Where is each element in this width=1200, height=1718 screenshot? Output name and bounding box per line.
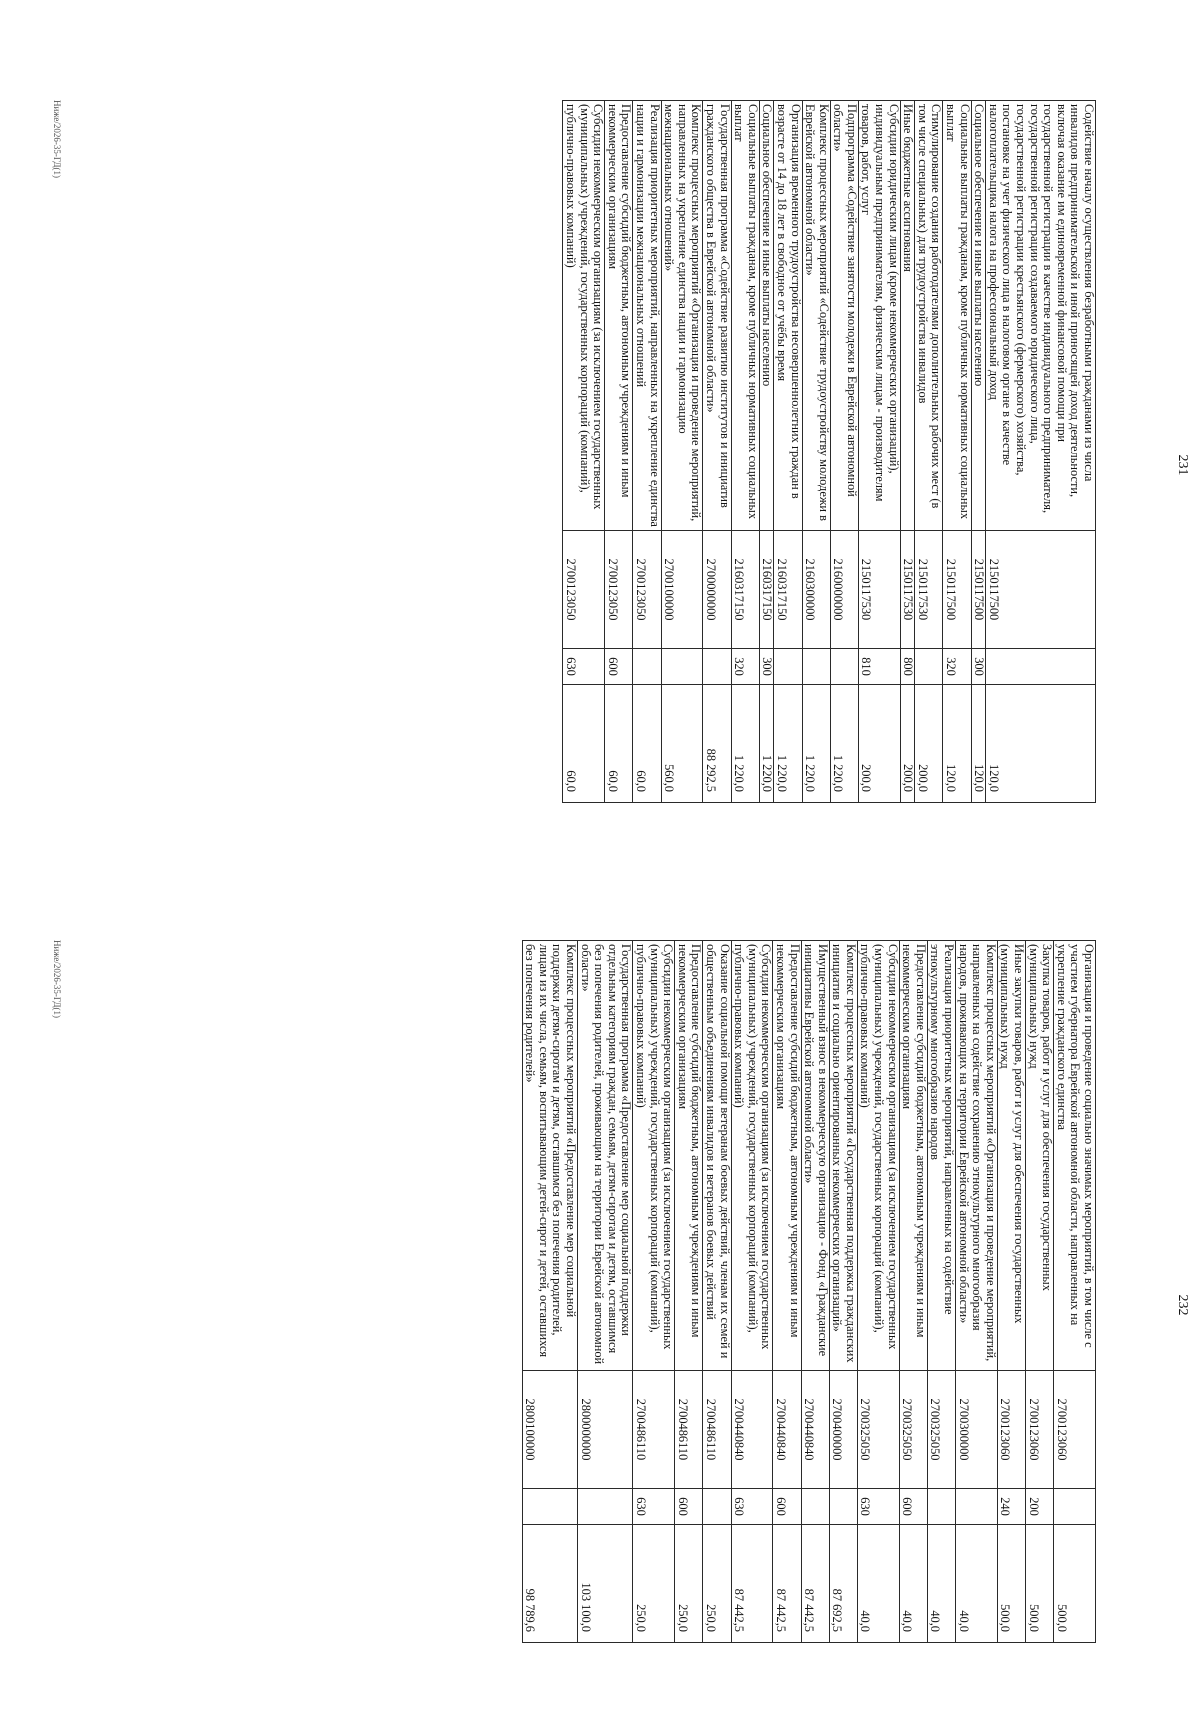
row-amount: 1 220,0 bbox=[759, 685, 774, 803]
row-code: 2150117530 bbox=[858, 531, 900, 649]
row-name: Субсидии юридическим лицам (кроме некоммерческих организаций), индивидуальным предпринимателям, физическим лицам - производителям товаров, работ, услуг bbox=[858, 101, 900, 531]
row-code: 2700486110 bbox=[633, 1371, 675, 1489]
table-row bbox=[774, 101, 802, 803]
row-amount: 40,0 bbox=[927, 1525, 955, 1643]
table-row bbox=[661, 101, 703, 803]
table-row bbox=[900, 101, 915, 803]
row-name: Организация временного трудоустройства несовершеннолетних граждан в возрасте от 14 до 18 лет в свободное от учёбы время bbox=[774, 101, 802, 531]
table-row bbox=[773, 941, 801, 1643]
row-amount: 500,0 bbox=[1026, 1525, 1054, 1643]
row-kvr: 300 bbox=[971, 649, 986, 685]
row-amount: 200,0 bbox=[915, 685, 943, 803]
budget-table-left bbox=[562, 100, 1096, 803]
row-amount: 120,0 bbox=[971, 685, 986, 803]
row-code: 2700325050 bbox=[927, 1371, 955, 1489]
row-name: Социальное обеспечение и иные выплаты населению bbox=[971, 101, 986, 531]
row-name: Комплекс процессных мероприятий «Организация и проведение мероприятий, направленных на содействие сохранению этнокультурного многообразия народов, проживающих на территории Еврейской автономной области» bbox=[956, 941, 998, 1371]
row-code: 2700123060 bbox=[997, 1371, 1025, 1489]
row-kvr: 600 bbox=[773, 1489, 801, 1525]
table-row bbox=[1054, 941, 1096, 1643]
row-code: 2700440840 bbox=[731, 1371, 773, 1489]
row-amount: 87 442,5 bbox=[773, 1525, 801, 1643]
row-code: 2150117530 bbox=[915, 531, 943, 649]
table-row bbox=[956, 941, 998, 1643]
row-code: 2700123050 bbox=[605, 531, 633, 649]
row-code: 2800000000 bbox=[578, 1371, 633, 1489]
row-amount: 40,0 bbox=[857, 1525, 899, 1643]
row-amount: 87 442,5 bbox=[731, 1525, 773, 1643]
table-row bbox=[830, 101, 858, 803]
row-name: Подпрограмма «Содействие занятости молодежи в Еврейской автономной области» bbox=[830, 101, 858, 531]
row-name: Предоставление субсидий бюджетным, автономным учреждениям и иным некоммерческим организациям bbox=[899, 941, 927, 1371]
table-row bbox=[858, 101, 900, 803]
row-amount: 60,0 bbox=[605, 685, 633, 803]
table-row bbox=[703, 101, 731, 803]
row-amount: 560,0 bbox=[661, 685, 703, 803]
row-code: 2700123050 bbox=[563, 531, 605, 649]
row-amount: 88 292,5 bbox=[703, 685, 731, 803]
row-amount: 250,0 bbox=[675, 1525, 703, 1643]
row-kvr bbox=[633, 649, 661, 685]
row-code: 2700486110 bbox=[703, 1371, 731, 1489]
row-code: 2700000000 bbox=[703, 531, 731, 649]
row-kvr: 810 bbox=[858, 649, 900, 685]
row-amount: 60,0 bbox=[633, 685, 661, 803]
row-kvr bbox=[915, 649, 943, 685]
row-kvr bbox=[829, 1489, 857, 1525]
row-kvr: 630 bbox=[857, 1489, 899, 1525]
row-name: Предоставление субсидий бюджетным, автономным учреждениям и иным некоммерческим организациям bbox=[675, 941, 703, 1371]
row-code: 2160317150 bbox=[759, 531, 774, 649]
row-name: Государственная программа «Предоставление мер социальной поддержки отдельным категориям граждан, семьям, детям-сиротам и детям, оставшимся без попечения родителей, проживающим на территории Еврейской автономной области» bbox=[578, 941, 633, 1371]
row-amount: 103 100,0 bbox=[578, 1525, 633, 1643]
row-kvr: 800 bbox=[900, 649, 915, 685]
table-row bbox=[801, 941, 829, 1643]
table-row bbox=[899, 941, 927, 1643]
table-row bbox=[703, 941, 731, 1643]
row-amount: 1 220,0 bbox=[774, 685, 802, 803]
row-kvr: 630 bbox=[731, 1489, 773, 1525]
row-code: 2700486110 bbox=[675, 1371, 703, 1489]
table-row bbox=[986, 101, 1096, 803]
table-row bbox=[927, 941, 955, 1643]
row-name: Организация и проведение социально значимых мероприятий, в том числе с участием губернатора Еврейской автономной области, направленных на укрепление гражданского единства bbox=[1054, 941, 1096, 1371]
table-row bbox=[731, 941, 773, 1643]
row-name: Предоставление субсидий бюджетным, автономным учреждениям и иным некоммерческим организациям bbox=[773, 941, 801, 1371]
row-name: Реализация приоритетных мероприятий, направленных на укрепление единства нации и гармонизации межнациональных отношений bbox=[633, 101, 661, 531]
row-kvr bbox=[661, 649, 703, 685]
row-kvr: 300 bbox=[759, 649, 774, 685]
table-row bbox=[1026, 941, 1054, 1643]
row-name: Социальные выплаты гражданам, кроме публичных нормативных социальных выплат bbox=[943, 101, 971, 531]
footer-code: Ниже/2026-35-ГД(1) bbox=[52, 100, 62, 178]
row-kvr: 240 bbox=[997, 1489, 1025, 1525]
left-page bbox=[0, 100, 1200, 830]
row-code: 2700300000 bbox=[956, 1371, 998, 1489]
row-kvr bbox=[703, 1489, 731, 1525]
row-code: 2700400000 bbox=[829, 1371, 857, 1489]
row-amount: 120,0 bbox=[986, 685, 1096, 803]
row-code: 2700123060 bbox=[1054, 1371, 1096, 1489]
right-page bbox=[0, 940, 1200, 1670]
row-name: Иные бюджетные ассигнования bbox=[900, 101, 915, 531]
row-kvr: 630 bbox=[633, 1489, 675, 1525]
budget-table-right bbox=[522, 940, 1096, 1643]
row-name: Закупка товаров, работ и услуг для обеспечения государственных (муниципальных) нужд bbox=[1026, 941, 1054, 1371]
row-code: 2160000000 bbox=[830, 531, 858, 649]
table-row bbox=[578, 941, 633, 1643]
row-kvr bbox=[927, 1489, 955, 1525]
row-name: Комплекс процессных мероприятий «Содействие трудоустройству молодежи в Еврейской автономной области» bbox=[802, 101, 830, 531]
row-kvr bbox=[1054, 1489, 1096, 1525]
row-kvr bbox=[830, 649, 858, 685]
table-row bbox=[563, 101, 605, 803]
table-row bbox=[731, 101, 759, 803]
row-code: 2700440840 bbox=[801, 1371, 829, 1489]
row-amount: 250,0 bbox=[703, 1525, 731, 1643]
row-name: Комплекс процессных мероприятий «Предоставление мер социальной поддержки детям-сиротам и детям, оставшимся без попечения родителей, лицам из их числа, семьям, воспитывающим детей-сирот и детей, оставшихся без попечения родителей» bbox=[522, 941, 577, 1371]
row-kvr: 600 bbox=[675, 1489, 703, 1525]
row-kvr: 320 bbox=[731, 649, 759, 685]
row-name: Имущественный взнос в некоммерческую организацию - Фонд «Гражданские инициативы Еврейской автономной области» bbox=[801, 941, 829, 1371]
row-code: 2700440840 bbox=[773, 1371, 801, 1489]
table-row bbox=[605, 101, 633, 803]
row-name: Предоставление субсидий бюджетным, автономным учреждениям и иным некоммерческим организациям bbox=[605, 101, 633, 531]
row-kvr: 630 bbox=[563, 649, 605, 685]
row-amount: 87 692,5 bbox=[829, 1525, 857, 1643]
row-kvr bbox=[801, 1489, 829, 1525]
row-code: 2700123050 bbox=[633, 531, 661, 649]
row-name: Реализация приоритетных мероприятий, направленных на содействие этнокультурному многообразию народов bbox=[927, 941, 955, 1371]
row-name: Социальные выплаты гражданам, кроме публичных нормативных социальных выплат bbox=[731, 101, 759, 531]
table-row bbox=[759, 101, 774, 803]
table-row bbox=[522, 941, 577, 1643]
row-amount: 60,0 bbox=[563, 685, 605, 803]
page-number: 232 bbox=[1175, 1294, 1190, 1316]
row-code: 2800100000 bbox=[522, 1371, 577, 1489]
row-kvr: 320 bbox=[943, 649, 971, 685]
table-row bbox=[915, 101, 943, 803]
table-row bbox=[829, 941, 857, 1643]
row-amount: 500,0 bbox=[1054, 1525, 1096, 1643]
row-code: 2160300000 bbox=[802, 531, 830, 649]
row-name: Комплекс процессных мероприятий «Организация и проведение мероприятий, направленных на укрепление единства нации и гармонизацию межнациональных отношений» bbox=[661, 101, 703, 531]
row-name: Оказание социальной помощи ветеранам боевых действий, членам их семей и общественным объединениям инвалидов и ветеранов боевых действий bbox=[703, 941, 731, 1371]
row-kvr: 600 bbox=[605, 649, 633, 685]
table-row bbox=[802, 101, 830, 803]
row-kvr: 200 bbox=[1026, 1489, 1054, 1525]
row-code: 2160317150 bbox=[731, 531, 759, 649]
row-kvr bbox=[522, 1489, 577, 1525]
page-number: 231 bbox=[1175, 454, 1190, 476]
row-amount: 87 442,5 bbox=[801, 1525, 829, 1643]
row-code: 2700325050 bbox=[899, 1371, 927, 1489]
table-row bbox=[857, 941, 899, 1643]
row-kvr bbox=[578, 1489, 633, 1525]
row-amount: 1 220,0 bbox=[731, 685, 759, 803]
row-kvr bbox=[774, 649, 802, 685]
row-name: Государственная программа «Содействие развитию институтов и инициатив гражданского общества в Еврейской автономной области» bbox=[703, 101, 731, 531]
row-code: 2150117500 bbox=[986, 531, 1096, 649]
row-code: 2700325050 bbox=[857, 1371, 899, 1489]
row-code: 2150117500 bbox=[971, 531, 986, 649]
table-row bbox=[943, 101, 971, 803]
row-name: Субсидии некоммерческим организациям (за исключением государственных (муниципальных) учреждений, государственных корпораций (компаний), публично-правовых компаний) bbox=[633, 941, 675, 1371]
row-name: Социальное обеспечение и иные выплаты населению bbox=[759, 101, 774, 531]
row-name: Иные закупки товаров, работ и услуг для обеспечения государственных (муниципальных) нужд bbox=[997, 941, 1025, 1371]
row-kvr bbox=[956, 1489, 998, 1525]
row-amount: 40,0 bbox=[899, 1525, 927, 1643]
row-name: Субсидии некоммерческим организациям (за исключением государственных (муниципальных) учреждений, государственных корпораций (компаний), публично-правовых компаний) bbox=[857, 941, 899, 1371]
row-amount: 500,0 bbox=[997, 1525, 1025, 1643]
row-amount: 200,0 bbox=[900, 685, 915, 803]
row-amount: 1 220,0 bbox=[802, 685, 830, 803]
row-kvr: 600 bbox=[899, 1489, 927, 1525]
table-row bbox=[675, 941, 703, 1643]
row-name: Субсидии некоммерческим организациям (за исключением государственных (муниципальных) учреждений, государственных корпораций (компаний), публично-правовых компаний) bbox=[731, 941, 773, 1371]
row-name: Комплекс процессных мероприятий «Государственная поддержка гражданских инициатив и социально ориентированных некоммерческих организаций» bbox=[829, 941, 857, 1371]
row-name: Субсидии некоммерческим организациям (за исключением государственных (муниципальных) учреждений, государственных корпораций (компаний), публично-правовых компаний) bbox=[563, 101, 605, 531]
table-row bbox=[971, 101, 986, 803]
row-kvr bbox=[703, 649, 731, 685]
row-amount: 200,0 bbox=[858, 685, 900, 803]
table-row bbox=[633, 941, 675, 1643]
row-kvr bbox=[986, 649, 1096, 685]
row-code: 2700123060 bbox=[1026, 1371, 1054, 1489]
row-code: 2150117500 bbox=[943, 531, 971, 649]
row-name: Содействие началу осуществления безработными гражданами из числа инвалидов предпринимательской и иной приносящей доход деятельности, включая оказание им единовременной финансовой помощи при государственной регистрации в качестве индивидуального предпринимателя, государственной регистрации создаваемого юридического лица, государственной регистрации крестьянского (фермерского) хозяйства, постановке на учет физического лица в налоговом органе в качестве налогоплательщика налога на профессиональный доход bbox=[986, 101, 1096, 531]
row-amount: 250,0 bbox=[633, 1525, 675, 1643]
row-code: 2160317150 bbox=[774, 531, 802, 649]
footer-code: Ниже/2026-35-ГД(1) bbox=[52, 940, 62, 1018]
row-name: Стимулирование создания работодателями дополнительных рабочих мест (в том числе специальных) для трудоустройства инвалидов bbox=[915, 101, 943, 531]
row-code: 2700100000 bbox=[661, 531, 703, 649]
row-amount: 120,0 bbox=[943, 685, 971, 803]
row-amount: 1 220,0 bbox=[830, 685, 858, 803]
table-row bbox=[997, 941, 1025, 1643]
row-kvr bbox=[802, 649, 830, 685]
table-row bbox=[633, 101, 661, 803]
row-amount: 98 789,6 bbox=[522, 1525, 577, 1643]
row-amount: 40,0 bbox=[956, 1525, 998, 1643]
row-code: 2150117530 bbox=[900, 531, 915, 649]
